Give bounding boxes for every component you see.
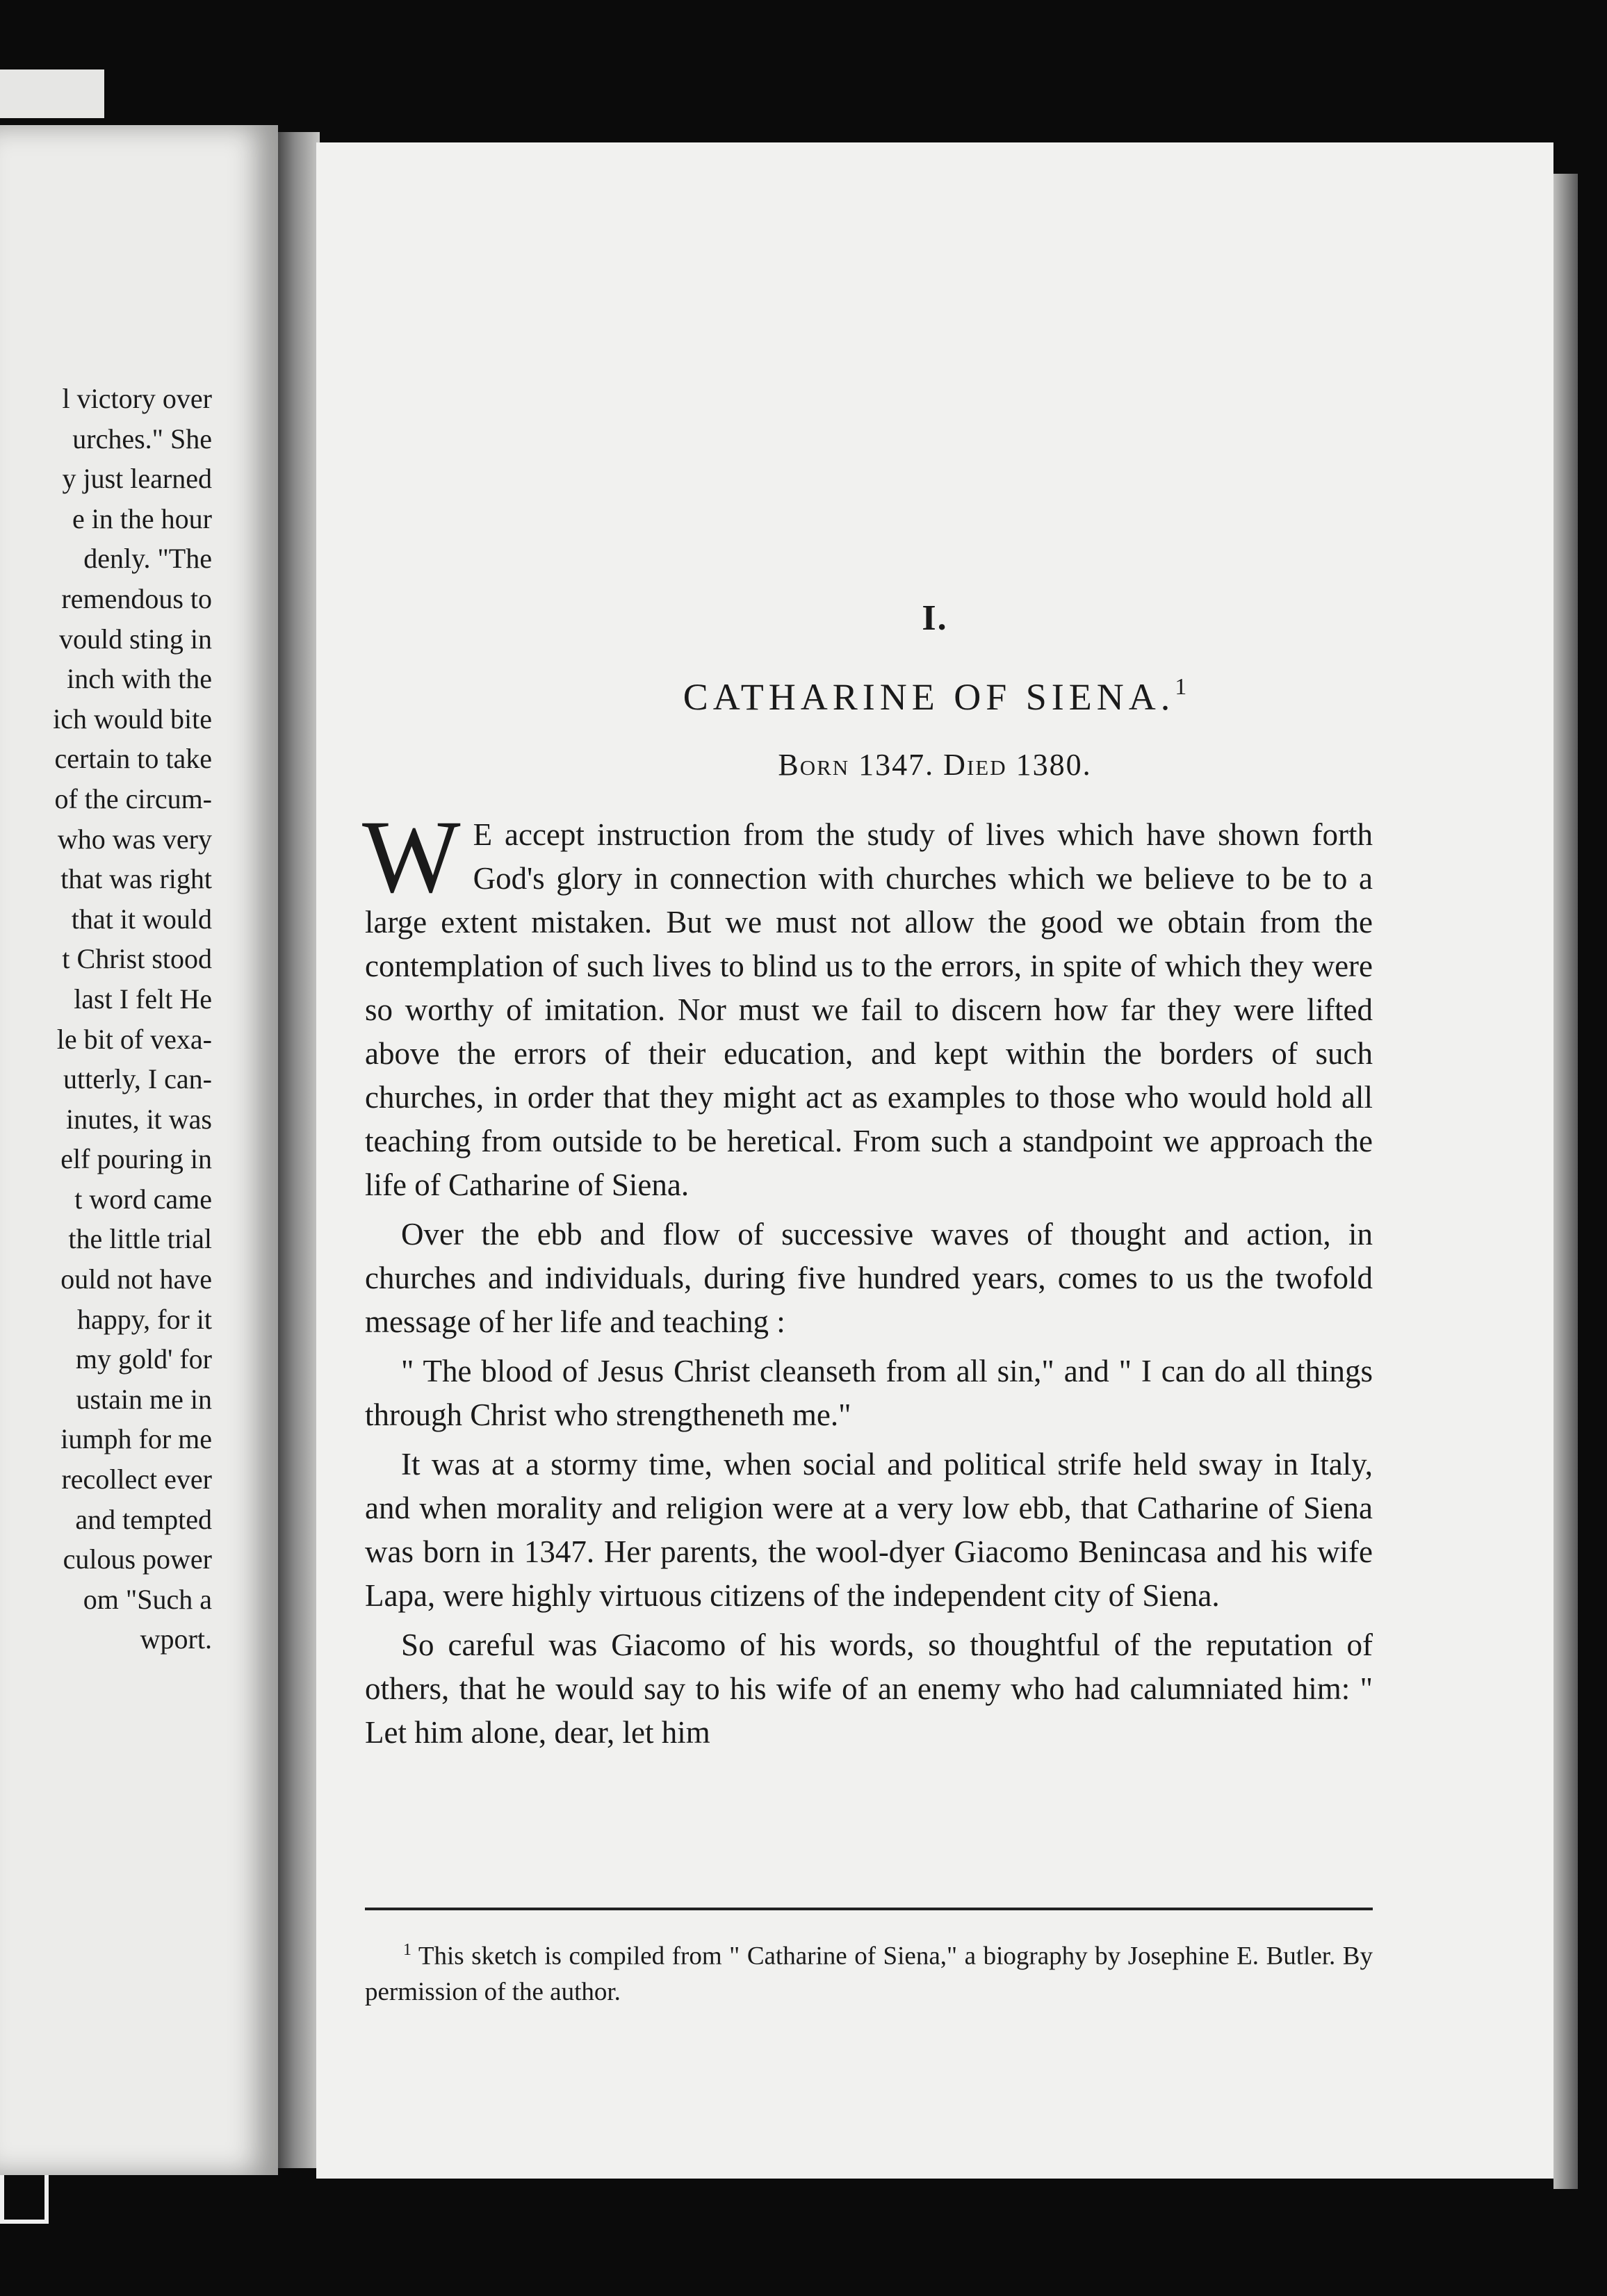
previous-page-line: the little trial: [68, 1223, 212, 1255]
previous-page-line: utterly, I can-: [63, 1063, 212, 1095]
previous-page-line: recollect ever: [61, 1463, 212, 1495]
previous-page-line: t Christ stood: [62, 943, 212, 975]
chapter-number: I.: [922, 598, 948, 638]
page-edge: [1553, 174, 1578, 2189]
previous-page-line: last I felt He: [74, 983, 212, 1015]
paragraph: So careful was Giacomo of his words, so thoughtful of the reputation of others, that he would say to his wife of an enemy who had calumniated him: " Let him alone, dear, let him: [365, 1627, 1373, 1750]
previous-page-line: certain to take: [54, 743, 212, 775]
book-gutter: [278, 132, 320, 2168]
previous-page-line: le bit of vexa-: [56, 1023, 212, 1055]
paragraph-text: E accept instruction from the study of lives which have shown forth God's glory in connection with churches which we believe to be to a large extent mistaken. But we must not allow the good we obtain from the contemplation of such lives to blind us to the errors, in spite of which they were so worthy of imitation. Nor must we fail to discern how far they were lifted above the errors of their education, and kept within the borders of such churches, in order that they might act as examples to those who would hold all teaching from outside to be heretical. From such a standpoint we approach the life of Catharine of Siena.: [365, 817, 1373, 1202]
footnote-number: 1: [403, 1941, 411, 1959]
drop-cap: W: [362, 799, 461, 915]
previous-page-line: who was very: [57, 823, 212, 855]
previous-page-line: my gold' for: [75, 1343, 212, 1375]
previous-page-line: t word came: [74, 1183, 212, 1215]
paragraph: It was at a stormy time, when social and political strife held sway in Italy, and when morality and religion were at a very low ebb, that Catharine of Siena was born in 1347. Her parents, the wool-dyer Giacomo Benincasa and his wife Lapa, were highly virtuous citizens of the independent city of Siena.: [365, 1447, 1373, 1613]
page-corner-mark: [0, 2175, 49, 2224]
previous-page-line: ould not have: [60, 1263, 212, 1295]
previous-page-line: y just learned: [62, 463, 212, 495]
footnote-rule: [365, 1908, 1373, 1910]
previous-page-line: iumph for me: [60, 1423, 212, 1455]
paragraph: " The blood of Jesus Christ cleanseth from all sin," and " I can do all things through Christ who strengtheneth me.": [365, 1354, 1373, 1432]
previous-page-line: inutes, it was: [66, 1103, 212, 1135]
previous-page-line: ustain me in: [76, 1383, 212, 1415]
previous-page-line: remendous to: [61, 582, 212, 614]
previous-page-line: of the circum-: [54, 782, 212, 814]
previous-page-line: vould sting in: [58, 623, 212, 655]
previous-page-line: that it would: [71, 903, 212, 935]
chapter-title-text: CATHARINE OF SIENA.: [683, 676, 1175, 718]
previous-page-line: wport.: [140, 1623, 212, 1655]
previous-page-line: culous power: [63, 1543, 212, 1575]
previous-page-text: [0, 379, 212, 1659]
previous-page-line: elf pouring in: [60, 1143, 212, 1175]
previous-page-line: and tempted: [75, 1503, 212, 1535]
previous-page-line: l victory over: [62, 383, 212, 414]
page-tab: [0, 69, 104, 118]
chapter-dates: Born 1347. Died 1380.: [778, 748, 1092, 782]
paragraph: Over the ebb and flow of successive waves of thought and action, in churches and individuals, during five hundred years, comes to us the twofold message of her life and teaching :: [365, 1217, 1373, 1339]
footnote-marker: 1: [1175, 674, 1187, 700]
previous-page-line: denly. "The: [83, 543, 212, 575]
previous-page-line: e in the hour: [72, 502, 212, 534]
previous-page-line: inch with the: [67, 663, 212, 695]
previous-page-line: urches." She: [72, 423, 212, 454]
previous-page-line: ich would bite: [53, 703, 212, 735]
previous-page-line: om "Such a: [83, 1583, 212, 1615]
previous-page-line: that was right: [60, 863, 212, 895]
previous-page-line: happy, for it: [76, 1303, 212, 1335]
paragraph: [362, 799, 1373, 1207]
footnote: [365, 1932, 1373, 2010]
footnote-text: This sketch is compiled from " Catharine of Siena," a biography by Josephine E. Butler. By permission of the author.: [365, 1942, 1373, 2007]
chapter-title: [316, 674, 1553, 719]
body-text: [362, 799, 1373, 1760]
